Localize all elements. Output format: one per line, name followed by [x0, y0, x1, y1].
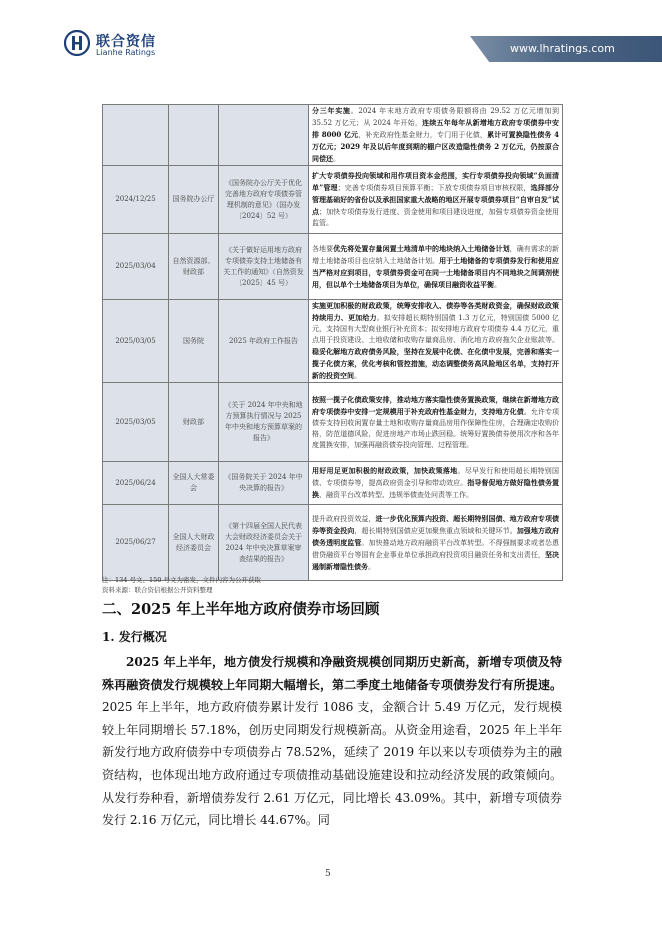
bold-text-segment: 选择部分管理基础好的省份以及承担国家重大战略的地区开展专项债券项目“自审自发”试点: [312, 183, 560, 216]
bold-text-segment: 优先将处置存量闲置土地清单中的地块纳入土地储备计划: [333, 243, 510, 253]
body-paragraph: [102, 651, 562, 832]
text-segment: 。: [354, 372, 361, 380]
text-segment: 、融资平台改革转型、违规举债查处问责等工作。: [319, 491, 473, 499]
bold-text-segment: 实施更加积极的财政政策，统筹安排收入、债券等各类财政资金，确保财政政策持续用力、更加给力: [312, 301, 559, 322]
bold-text-segment: 加强地方政府债务透明度监管: [312, 525, 560, 547]
cell-document: 《关于 2024 年中央和地方预算执行情况与 2025 年中央和地方预算草案的报告》: [219, 383, 309, 462]
cell-content: [309, 300, 563, 383]
cell-department: 财政部: [169, 383, 219, 462]
cell-department: 全国人大常委会: [169, 462, 219, 505]
cell-date: 2025/03/04: [103, 234, 169, 300]
table-note: [102, 575, 261, 595]
cell-content: [309, 234, 563, 300]
table-row: [103, 300, 563, 383]
cell-department: 全国人大财政经济委员会: [169, 505, 219, 581]
text-segment: ；加快专项债券发行进度、资金使用和项目建设进度，加强专项债券资金使用监管。: [312, 208, 560, 227]
bold-text-segment: 2025 年上半年，地方债发行规模和净融资规模创同期历史新高，新增专项债及特殊再融资债发行规模较上年同期大幅增长，第二季度土地储备专项债券发行有所提速。: [102, 655, 562, 692]
cell-content: [309, 166, 563, 234]
bold-text-segment: 进一步优化预算内投资、超长期特别国债、地方政府专项债券等资金投向: [312, 513, 560, 535]
text-segment: 。2024 年末地方政府专项债务限额将由 29.52 万亿元增加到 35.52 万亿元；从 2024 年开始，: [312, 107, 559, 127]
cell-department: 国务院办公厅: [169, 166, 219, 234]
cell-document: 《关于做好运用地方政府专项债券支持土地储备有关工作的通知》（自然资发〔2025〕45 号）: [219, 234, 309, 300]
cell-date: [103, 105, 169, 166]
cell-content: [309, 462, 563, 505]
table-row: [103, 505, 563, 581]
text-segment: 各地要: [312, 244, 334, 253]
table-row: [103, 105, 563, 166]
policy-table-wrapper: [102, 104, 562, 581]
text-segment: ，补充政府性基金财力，专门用于化债，: [358, 131, 488, 139]
text-segment: 。尽早发行和使用超长期特别国债、专项债券等，提高政府资金引导和带动效应。: [312, 467, 560, 487]
cell-department: 自然资源部、财政部: [169, 234, 219, 300]
text-segment: ，确有需求的新增土地储备项目也应纳入土地储备计划。: [312, 244, 560, 265]
text-segment: 。加快推动地方政府融资平台改革转型。不得强制要求或者怂恿借贷融资平台等国有企业事业单位承担政府投资项目融资任务和支出责任，: [312, 538, 560, 559]
cell-date: 2024/12/25: [103, 166, 169, 234]
cell-document: 《国务院办公厅关于优化完善地方政府专项债券管理机制的意见》（国办发〔2024〕52 号）: [219, 166, 309, 234]
cell-content: [309, 505, 563, 581]
cell-date: 2025/06/27: [103, 505, 169, 581]
cell-date: 2025/03/05: [103, 300, 169, 383]
page-header: [0, 0, 662, 80]
text-segment: 。: [333, 155, 340, 163]
bold-text-segment: 扩大专项债券投向领域和用作项目资本金范围，实行专项债券投向领域“负面清单”管理: [312, 171, 559, 192]
bold-text-segment: ；2029 年及以后年度到期的棚户区改造隐性债务 2 万亿元，仍按原合同偿还: [312, 142, 559, 163]
text-segment: ，超长期特别国债应更加聚焦重点领域和关键环节。: [354, 526, 517, 535]
cell-department: [169, 105, 219, 166]
site-url: www.lhratings.com: [510, 42, 615, 55]
cell-department: 国务院: [169, 300, 219, 383]
page-number: 5: [325, 869, 331, 879]
table-row: [103, 234, 563, 300]
note-line: 注：134 号文、150 号文为密发，文件内容为公开获取: [102, 576, 261, 584]
text-segment: 。: [494, 280, 501, 289]
cell-document: [219, 105, 309, 166]
cell-document: 《第十四届全国人民代表大会财政经济委员会关于 2024 年中央决算草案审查结果的报告》: [219, 505, 309, 581]
section-heading: 二、2025 年上半年地方政府债券市场回顾: [102, 601, 380, 618]
cell-document: 2025 年政府工作报告: [219, 300, 309, 383]
cell-content: [309, 383, 563, 462]
text-segment: 2025 年上半年，地方政府债券累计发行 1086 支，金额合计 5.49 万亿元，发行规模较上年同期增长 57.18%，创历史同期发行规模新高。从资金用途看，2025 年上半年新发行地方政府债券中专项债券占 78.52%，延续了 2019 年以来以专项债券为主的融资结构，也体现出地方政府通过专项债推动基础设施建设和拉动经济发展的政策倾向。从发行券种看，新增债券发行 2.61 万亿元，同比增长 43.09%。其中，新增专项债券发行 2.16 万亿元，同比增长 44.67%。同: [102, 700, 562, 828]
bold-text-segment: 按照一揽子化债政策安排，推动地方落实隐性债务置换政策，继续在新增地方政府专项债券中安排一定规模用于补充政府性基金财力，支持地方化债: [312, 394, 559, 416]
cell-date: 2025/03/05: [103, 383, 169, 462]
text-segment: 提升政府投资效益，: [312, 514, 376, 523]
bold-text-segment: 连续五年每年从新增地方政府专项债券中安排 8000 亿元: [312, 118, 560, 139]
bold-text-segment: 分三年实施: [312, 106, 351, 115]
text-segment: 。拟安排超长期特别国债 1.3 万亿元，特别国债 5000 亿元，支持国有大型商业银行补充资本；拟安排地方政府专项债券 4.4 万亿元，重点用于投资建设、土地收储和收购存量商品房、消化地方政府拖欠企业账款等。: [312, 314, 559, 344]
text-segment: 。允许专项债券支持回收闲置存量土地和收购存量商品房用作保障性住房，合理确定收购价格，防范道德风险，促进房地产市场止跌回稳。统筹好置换债券使用次序和各年度置换安排，加强再融资债券投向管理、过程管理。: [312, 407, 560, 449]
table-row: [103, 462, 563, 505]
cell-document: 《国务院关于 2024 年中央决算的报告》: [219, 462, 309, 505]
lianhe-logo-icon: [64, 30, 90, 56]
subsection-heading: 1. 发行概况: [102, 630, 167, 644]
policy-table: [102, 104, 563, 581]
cell-date: 2025/06/24: [103, 462, 169, 505]
logo-english-name: Lianhe Ratings: [96, 48, 156, 57]
bold-text-segment: 累计可置换隐性债务 4 万亿元: [312, 130, 560, 151]
text-segment: ；完善专项债券项目预算平衡；下放专项债券项目审核权限，: [337, 184, 531, 192]
bold-text-segment: 坚决遏制新增隐性债务: [312, 549, 560, 571]
source-line: 资料来源：联合资信根据公开资料整理: [102, 586, 213, 594]
bold-text-segment: 指导督促地方做好隐性债务置换: [312, 478, 560, 499]
cell-content: [309, 105, 563, 166]
table-row: [103, 166, 563, 234]
bold-text-segment: 用于土地储备的专项债券发行和使用应当严格对应到项目，专项债券资金可在同一土地储备项目内不同地块之间调剂使用，但以单个土地储备项目为单位，确保项目融资收益平衡: [312, 255, 560, 289]
table-row: [103, 383, 563, 462]
bold-text-segment: 稳妥化解地方政府债务风险，坚持在发展中化债、在化债中发展，完善和落实一揽子化债方案，优化考核和管控措施，动态调整债务高风险地区名单，支持打开新的投资空间: [312, 347, 559, 380]
text-segment: 。: [368, 562, 375, 571]
bold-text-segment: 用好用足更加积极的财政政策，加快政策落地: [312, 466, 458, 475]
logo-chinese-name: 联合资信: [96, 34, 156, 50]
